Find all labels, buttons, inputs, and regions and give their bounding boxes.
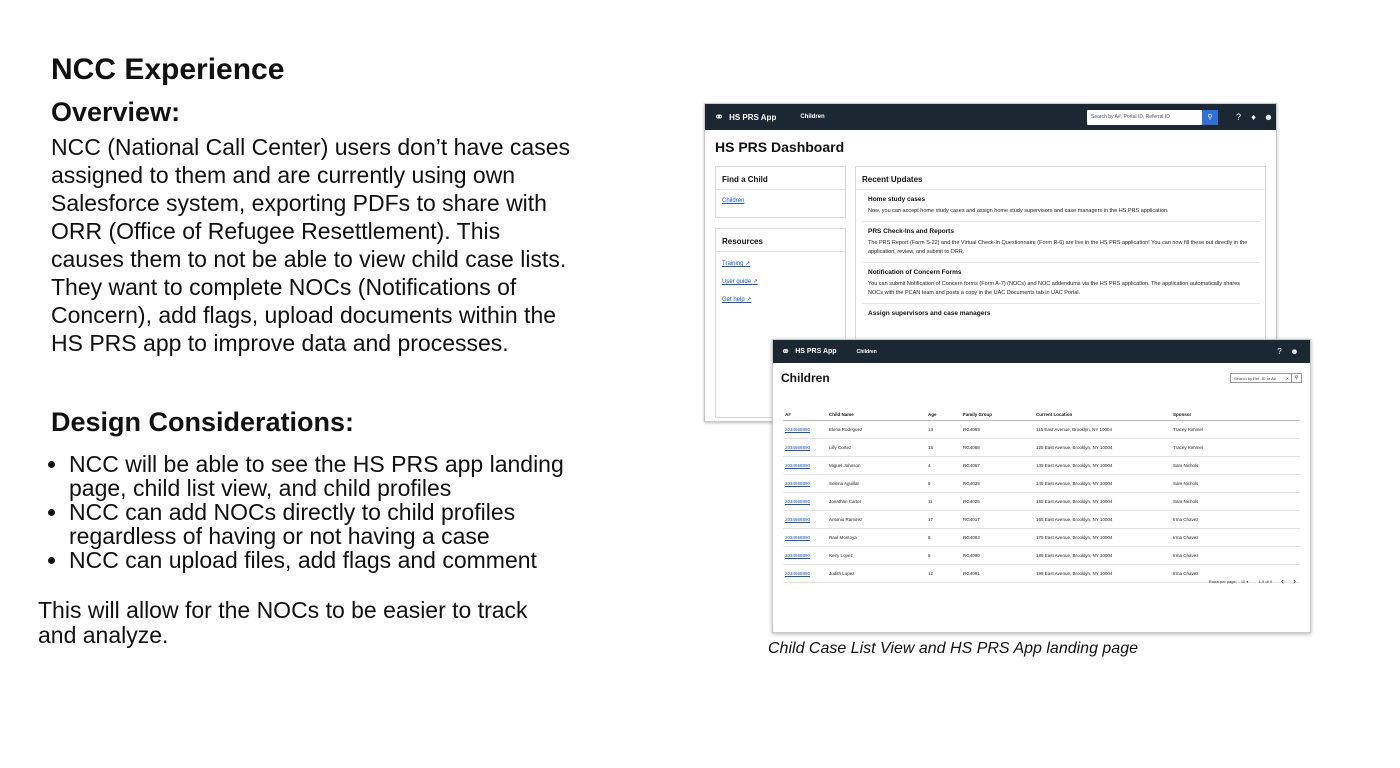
a-number-link[interactable]: 2034568890 [783,493,827,511]
table-row[interactable]: 2034568890 Judith Lopez 12 RG4091 195 East Avenue, Brooklyn, NY 10004 Irma Chavez [783,565,1300,583]
bell-icon[interactable]: ♦ [1251,112,1256,122]
get-help-link[interactable]: Get help ↗ [722,297,752,303]
a-number-link[interactable]: 2034568890 [783,511,827,529]
caret-down-icon: ▾ [1246,578,1249,584]
help-icon[interactable]: ? [1277,347,1282,356]
search-input[interactable]: Search by Ref. ID or A# ✕ [1230,373,1292,383]
app-header [705,104,1276,130]
children-table [783,409,1300,583]
user-guide-link[interactable]: User guide ↗ [722,279,758,285]
page-title: Children [781,371,830,385]
table-row[interactable]: 2034568890 Lilly Cortez 15 RG4068 125 East Avenue, Brooklyn, NY 10004 Tracey Kimmel [783,439,1300,457]
search-icon[interactable]: ⚲ [1292,373,1302,383]
children-list-screenshot [772,339,1311,633]
search-icon[interactable]: ⚲ [1202,110,1218,125]
column-header[interactable]: Child Name [827,409,926,421]
pagination [1209,576,1296,586]
table-header-row [783,409,1300,421]
closing-text: This will allow for the NOCs to be easier to track and analyze. [38,597,528,648]
page-range: 1-9 of 9 [1258,578,1272,584]
table-row[interactable]: 2034568890 Jonathan Carter 11 RG4026 155 East Avenue, Brooklyn, NY 10004 Sam Nichols [783,493,1300,511]
app-logo-icon: ⚭ [714,110,725,124]
external-link-icon: ↗ [745,261,751,267]
design-considerations-heading: Design Considerations: [51,407,355,437]
rows-per-page-select[interactable]: 10 ▾ [1240,578,1249,584]
a-number-link[interactable]: 2034568890 [783,457,827,475]
external-link-icon: ↗ [752,279,758,285]
bullet-item: • NCC can upload files, add flags and comment [69,548,569,572]
rows-per-page-label: Rows per page: [1208,578,1237,584]
column-header[interactable]: Family Group [961,409,1034,421]
help-icon[interactable]: ? [1235,112,1241,122]
a-number-link[interactable]: 2034568890 [783,439,827,457]
update-item: Assign supervisors and case managers [868,310,991,317]
app-header [773,340,1310,363]
table-row[interactable]: 2034568890 Selena Aguillar 9 RG4035 145 East Avenue, Brooklyn, NY 10004 Sam Nichols [783,475,1300,493]
nav-children[interactable]: Children [800,114,825,120]
chevron-left-icon[interactable]: ‹ [1281,576,1284,586]
external-link-icon: ↗ [746,297,752,303]
children-link[interactable]: Children [722,198,745,204]
update-item: Notification of Concern Forms You can submit Notification of Concern forms (Form A-7) (NOCs) and NOC addendums via the HS PRS application. The application automatically shares NOCs with the PCAN team and posts a copy in the UAC Documents tab in UAC Portal. [862,263,1260,304]
a-number-link[interactable]: 2034568890 [783,475,827,493]
find-child-card [715,166,846,218]
app-name: HS PRS App [795,348,837,355]
nav-children[interactable]: Children [856,348,877,355]
table-row[interactable]: 2034568890 Raul Montoya 8 RG4093 175 East Avenue, Brooklyn, NY 10004 Irma Chavez [783,529,1300,547]
app-name: HS PRS App [729,112,777,122]
a-number-link[interactable]: 2034568890 [783,547,827,565]
user-icon[interactable]: ☻ [1290,347,1299,356]
children-search [1230,373,1302,383]
training-link[interactable]: Training ↗ [722,261,751,267]
slide-title: NCC Experience [51,53,285,86]
bullet-item: • NCC will be able to see the HS PRS app landing page, child list view, and child profiles [69,452,569,500]
column-header[interactable]: Current Location [1034,409,1171,421]
table-row[interactable]: 2034568890 Antonio Ramirez 17 RG4017 165 East Avenue, Brooklyn, NY 10004 Irma Chavez [783,511,1300,529]
card-title: Recent Updates [856,167,1265,190]
a-number-link[interactable]: 2034568890 [783,529,827,547]
app-logo-icon: ⚭ [781,346,791,358]
design-considerations-list [43,452,569,572]
overview-text: NCC (National Call Center) users don’t have cases assigned to them and are currently using own Salesforce system, exporting PDFs to share with ORR (Office of Refugee Resettlement). This causes them to not be able to view child case lists. They want to complete NOCs (Notifications of Concern), add flags, upload documents within the HS PRS app to improve data and processes. [51,134,570,356]
table-row[interactable]: 2034568890 Miguel Johnson 4 RG4067 135 East Avenue, Brooklyn, NY 10004 Sam Nichols [783,457,1300,475]
user-icon[interactable]: ☻ [1263,112,1274,122]
figure-caption: Child Case List View and HS PRS App landing page [768,640,1138,657]
search-input[interactable]: Search by A#, Portal ID, Referral ID [1087,110,1202,125]
update-item: PRS Check-Ins and Reports The PRS Report (Form S-22) and the Virtual Check-In Questionnaire (Form R-6) are live in the HS PRS application! You can now fill these out directly in the application, review, and submit to ORR. [862,222,1260,263]
table-row[interactable]: 2034568890 Elena Rodriguez 13 RG4059 115 East Avenue, Brooklyn, NY 10004 Tracey Kimmel [783,421,1300,439]
column-header[interactable]: Sponsor [1171,409,1300,421]
a-number-link[interactable]: 2034568890 [783,565,827,583]
update-item: Home study cases Now, you can accept home study cases and assign home study supervisors and case managers in the HS PRS application. [862,190,1260,222]
column-header[interactable]: Age [926,409,961,421]
column-header[interactable]: A# [783,409,827,421]
chevron-right-icon[interactable]: › [1293,576,1296,586]
card-title: Resources [716,229,845,252]
table-row[interactable]: 2034568890 Keiry Lopez 8 RG4090 185 East Avenue, Brooklyn, NY 10004 Irma Chavez [783,547,1300,565]
overview-heading: Overview: [51,97,181,127]
bullet-item: • NCC can add NOCs directly to child profiles regardless of having or not having a case [69,500,569,548]
card-title: Find a Child [716,167,845,190]
a-number-link[interactable]: 2034568890 [783,421,827,439]
page-title: HS PRS Dashboard [715,139,845,155]
clear-icon[interactable]: ✕ [1285,375,1289,381]
